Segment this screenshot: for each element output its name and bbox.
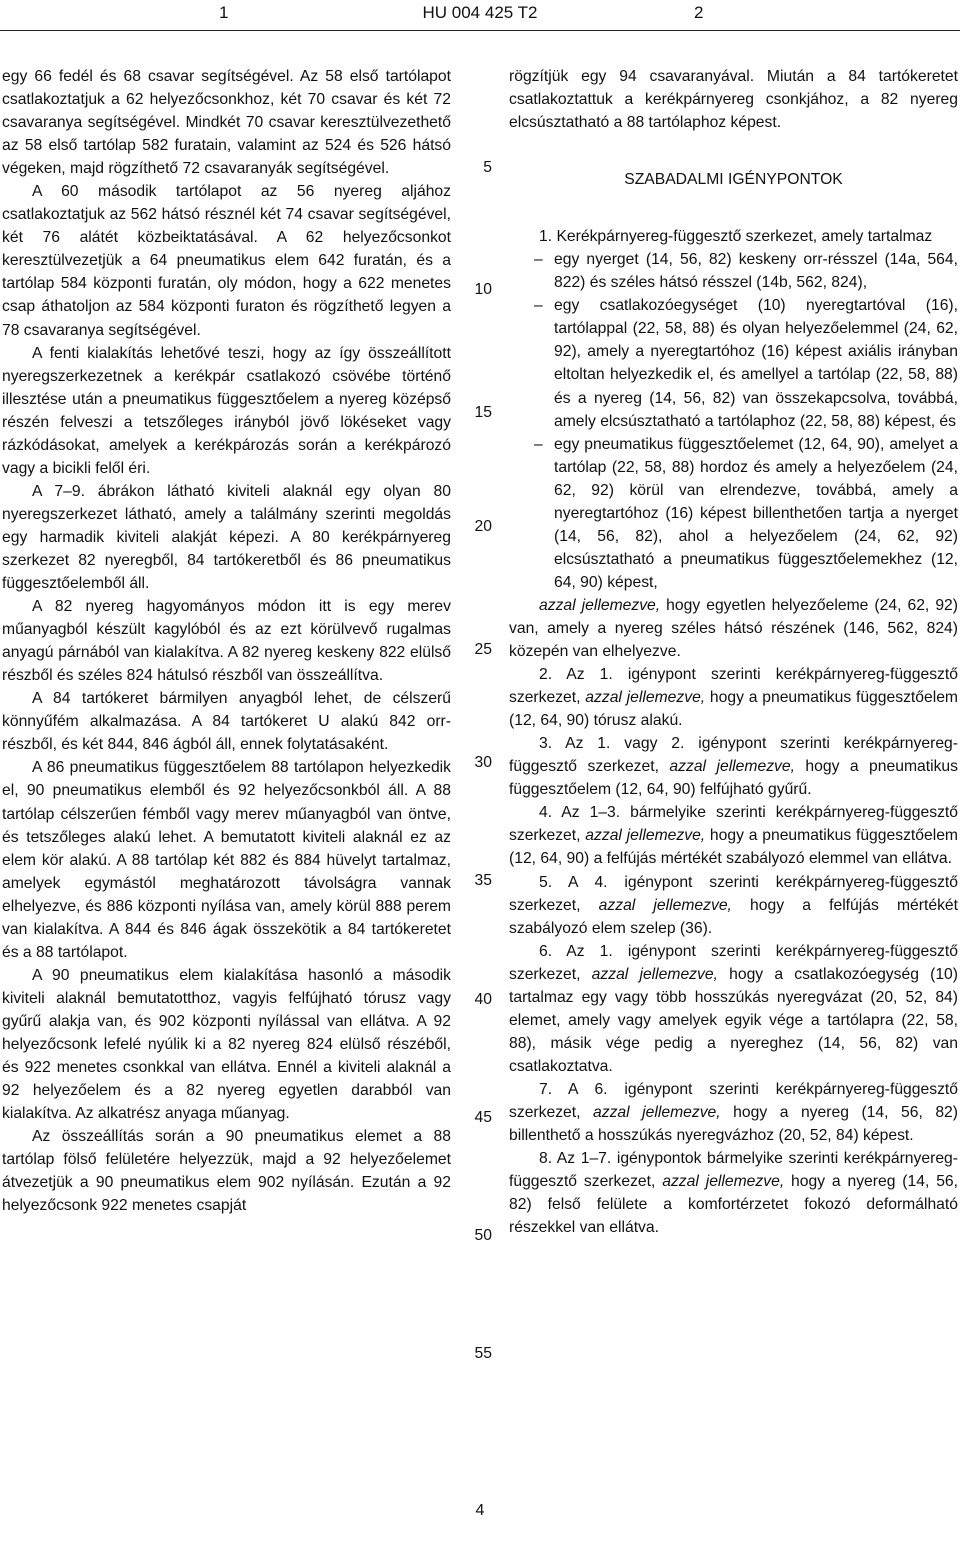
left-paragraph: Az összeállítás során a 90 pneumatikus elemet a 88 tartólap fölső felületére helyezzük, majd a 92 helyezőelemet átvezetjük a 90 pneumatikus elem 902 nyílásán. Ezután a 92 helyezőcsonk 922 menetes csapját [2, 1128, 451, 1215]
line-number: 10 [474, 281, 492, 298]
claim [509, 940, 958, 1078]
claim-post: hogy a pneumatikus függesztőelem (12, 64, 90) a felfújás mértékét szabályozó elemmel van ellátva. [509, 827, 958, 868]
characterized-phrase: azzal jellemezve, [593, 1103, 721, 1121]
claim-post: hogy a pneumatikus függesztőelem (12, 64, 90) tórusz alakú. [509, 689, 958, 730]
characterized-phrase: azzal jellemezve, [539, 596, 661, 614]
line-number: 55 [474, 1345, 492, 1362]
characterized-phrase: azzal jellemezve, [585, 689, 706, 707]
claim-1-item: – egy nyerget (14, 56, 82) keskeny orr-résszel (14a, 564, 822) és széles hátsó résszel (14b, 562, 824), [534, 251, 958, 292]
header-rule [0, 30, 960, 31]
line-number: 25 [474, 641, 492, 658]
claim-1-item-text: egy nyerget (14, 56, 82) keskeny orr-résszel (14a, 564, 822) és széles hátsó résszel (14b, 562, 824), [554, 251, 958, 292]
left-paragraph: A 7–9. ábrákon látható kiviteli alaknál egy olyan 80 nyeregszerkezet látható, amely a találmány szerinti megoldás egy harmadik kiviteli alakját képezi. A 80 kerékpárnyereg szerkezet 82 nyeregből, 84 tartókeretből és 86 pneumatikus függesztőelemből áll. [2, 482, 451, 593]
right-column [509, 65, 958, 1239]
claim-1-item: – egy pneumatikus függesztőelemet (12, 64, 90), amelyet a tartólap (22, 58, 88) hordoz és amely a helyezőelem (24, 62, 92) körül van elrendezve, továbbá, amely a nyeregtartóhoz (16) képest billenthetően tartja a nyerget (14, 56, 82), ahol a helyezőelem (24, 62, 92) elcsúsztatható a pneumatikus függesztőelemekhez (12, 64, 90) képest, [534, 435, 958, 591]
characterized-phrase: azzal jellemezve, [591, 965, 718, 983]
left-paragraph: A 82 nyereg hagyományos módon itt is egy merev műanyagból készült kagylóból és az ezt körülvevő rugalmas anyagú párnából van kialakítva. A 82 nyereg keskeny 822 elülső részből és széles 824 hátulsó részből van összeállítva. [2, 598, 451, 685]
claim-post: hogy a nyereg (14, 56, 82) felső felülete a komfortérzetet fokozó deformálható részekkel van ellátva. [509, 1173, 958, 1237]
claim-1-item: – egy csatlakozóegységet (10) nyeregtartóval (16), tartólappal (22, 58, 88) és olyan helyezőelemmel (24, 62, 92), amely a nyeregtartóhoz (16) képest axiális irányban eltoltan helyezkedik el, és amellyel a tartólap (22, 58, 88) és a nyereg (14, 56, 82) van összekapcsolva, továbbá, amely elcsúsztatható a tartólaphoz (22, 58, 88) képest, és [534, 297, 958, 430]
claims-list [509, 225, 958, 1239]
header-document-id: HU 004 425 T2 [422, 3, 538, 22]
claim-pre: 3. Az 1. vagy 2. igénypont szerinti kerékpárnyereg-függesztő szerkezet, [509, 735, 958, 776]
claim [509, 663, 958, 732]
left-paragraph: A 60 második tartólapot az 56 nyereg aljához csatlakoztatjuk az 562 hátsó résznél két 74 csavar segítségével, két 76 alátét közbeiktatásával. A 62 helyezőcsonkot keresztülvezetjük a 64 pneumatikus elem 642 furatán, és a tartólap 584 központi furatán, oly módon, hogy a 622 menetes csap áthatoljon az 584 központi furaton és rögzíthető legyen a 78 csavaranya segítségével. [2, 183, 451, 339]
left-paragraph: egy 66 fedél és 68 csavar segítségével. Az 58 első tartólapot csatlakoztatjuk a 62 helyezőcsonkhoz, két 70 csavar és két 72 csavaranya segítségével. Mindkét 70 csavar keresztülvezethető az 58 első tartólap 582 furatain, valamint az 524 és 526 hátsó végeken, majd rögzíthető 72 csavaranyák segítségével. [2, 68, 451, 178]
claim [509, 801, 958, 870]
line-number: 35 [474, 872, 492, 889]
left-paragraph: A fenti kialakítás lehetővé teszi, hogy az így összeállított nyeregszerkezetnek a kerékpár csatlakozó csövébe történő illesztése után a pneumatikus függesztőelem a nyereg középső részén felveszi a tetszőleges irányból jövő lökéseket vagy rázkódásokat, amelyek a kerékpározás során a kerékpározó vagy a bicikli felől éri. [2, 344, 451, 477]
claims-heading: SZABADALMI IGÉNYPONTOK [624, 171, 843, 189]
line-number: 5 [483, 159, 492, 176]
line-number: 15 [474, 404, 492, 421]
line-number: 50 [474, 1227, 492, 1244]
left-column [2, 65, 451, 1217]
footer-page-number: 4 [475, 1502, 485, 1519]
claim-pre: 8. Az 1–7. igénypontok bármelyike szerinti kerékpárnyereg-függesztő szerkezet, [509, 1150, 958, 1191]
line-number: 40 [474, 991, 492, 1008]
claim-1-intro: 1. Kerékpárnyereg-függesztő szerkezet, amely tartalmaz [539, 228, 933, 246]
line-number: 20 [474, 518, 492, 535]
line-number: 30 [474, 754, 492, 771]
characterized-phrase: azzal jellemezve, [662, 1173, 785, 1191]
claim-post: hogy a pneumatikus függesztőelem (12, 64, 90) felfújható gyűrű. [509, 758, 958, 799]
left-paragraph: A 86 pneumatikus függesztőelem 88 tartólapon helyezkedik el, 90 pneumatikus elemből és 92 helyezőcsonkból áll. A 88 tartólap célszerűen fémből vagy merev műanyagból van öntve, és tetszőleges alakú lehet. A bemutatott kiviteli alaknál ez az elem kör alakú. A 88 tartólap két 882 és 884 hüvelyt tartalmaz, amelyek egymástól meghatározott távolságra vannak elhelyezve, és 886 központi nyílása van, amely körül 888 perem van kialakítva. A 844 és 846 ágak összekötik a 84 tartókeretet és a 88 tartólapot. [2, 759, 451, 961]
claim-pre: 2. Az 1. igénypont szerinti kerékpárnyereg-függesztő szerkezet, [509, 666, 958, 707]
claim [509, 1147, 958, 1239]
claim-pre: 4. Az 1–3. bármelyike szerinti kerékpárnyereg-függesztő szerkezet, [509, 804, 958, 845]
claim [509, 1078, 958, 1147]
characterized-phrase: azzal jellemezve, [669, 758, 795, 776]
claim-pre: 6. Az 1. igénypont szerinti kerékpárnyereg-függesztő szerkezet, [509, 942, 958, 983]
claim [509, 732, 958, 801]
claim-1-characterization [509, 594, 958, 663]
header-left-page-number: 1 [219, 3, 229, 22]
claim-text: hogy egyetlen helyezőeleme (24, 62, 92) van, amely a nyereg széles hátsó részének (146, 562, 824) közepén van elhelyezve. [509, 596, 959, 661]
claim-post: hogy a csatlakozóegység (10) tartalmaz egy vagy több hosszúkás nyeregvázat (20, 52, 84) elemet, amely vagy amelyek egyik vége a tartólapra (22, 58, 88), másik vége pedig a nyereghez (14, 56, 82) van csatlakoztatva. [509, 965, 959, 1075]
claim-pre: 7. A 6. igénypont szerinti kerékpárnyereg-függesztő szerkezet, [509, 1080, 958, 1121]
header-right-page-number: 2 [694, 3, 704, 22]
characterized-phrase: azzal jellemezve, [585, 827, 706, 845]
claim [509, 871, 958, 940]
characterized-phrase: azzal jellemezve, [598, 896, 732, 914]
claim-post: hogy a nyereg (14, 56, 82) billenthető a hosszúkás nyeregvázhoz (20, 52, 84) képest. [509, 1103, 958, 1145]
right-intro-paragraph: rögzítjük egy 94 csavaranyával. Miután a 84 tartókeretet csatlakoztattuk a kerékpárnyereg csonkjához, a 82 nyereg elcsúsztatható a 88 tartólaphoz képest. [509, 68, 958, 132]
claim-pre: 5. A 4. igénypont szerinti kerékpárnyereg-függesztő szerkezet, [509, 873, 958, 914]
claim-1-item-text: egy csatlakozóegységet (10) nyeregtartóval (16), tartólappal (22, 58, 88) és olyan helyezőelemmel (24, 62, 92), amely a nyeregtartóhoz (16) képest axiális irányban eltoltan helyezkedik el, és amellyel a tartólap (22, 58, 88) és a nyereg (14, 56, 82) van összekapcsolva, továbbá, amely elcsúsztatható a tartólaphoz (22, 58, 88) képest, és [554, 297, 958, 430]
claim-1-item-text: egy pneumatikus függesztőelemet (12, 64, 90), amelyet a tartólap (22, 58, 88) hordoz és amely a helyezőelem (24, 62, 92) körül van elrendezve, továbbá, amely a nyeregtartóhoz (16) képest billenthetően tartja a nyerget (14, 56, 82), ahol a helyezőelem (24, 62, 92) elcsúsztatható a pneumatikus függesztőelemekhez (12, 64, 90) képest, [554, 435, 958, 591]
left-paragraph: A 84 tartókeret bármilyen anyagból lehet, de célszerű könnyűfém alkalmazása. A 84 tartókeret U alakú 842 orr-részből, és két 844, 846 ágból áll, ennek folytatásaként. [2, 690, 451, 754]
line-number: 45 [474, 1109, 492, 1126]
left-paragraph: A 90 pneumatikus elem kialakítása hasonló a második kiviteli alaknál bemutatotthoz, vagyis felfújható tórusz vagy gyűrű alakja van, és 902 központi nyílással van ellátva. A 92 helyezőcsonk lefelé nyúlik ki a 82 nyereg 824 elülső részéből, és 922 menetes csonkkal van ellátva. Ennél a kiviteli alaknál a 92 helyezőelem és a 82 nyereg egyetlen darabból van kialakítva. Az alkatrész anyaga műanyag. [2, 966, 451, 1123]
claim-post: hogy a felfújás mértékét szabályozó elem szelep (36). [509, 896, 958, 937]
